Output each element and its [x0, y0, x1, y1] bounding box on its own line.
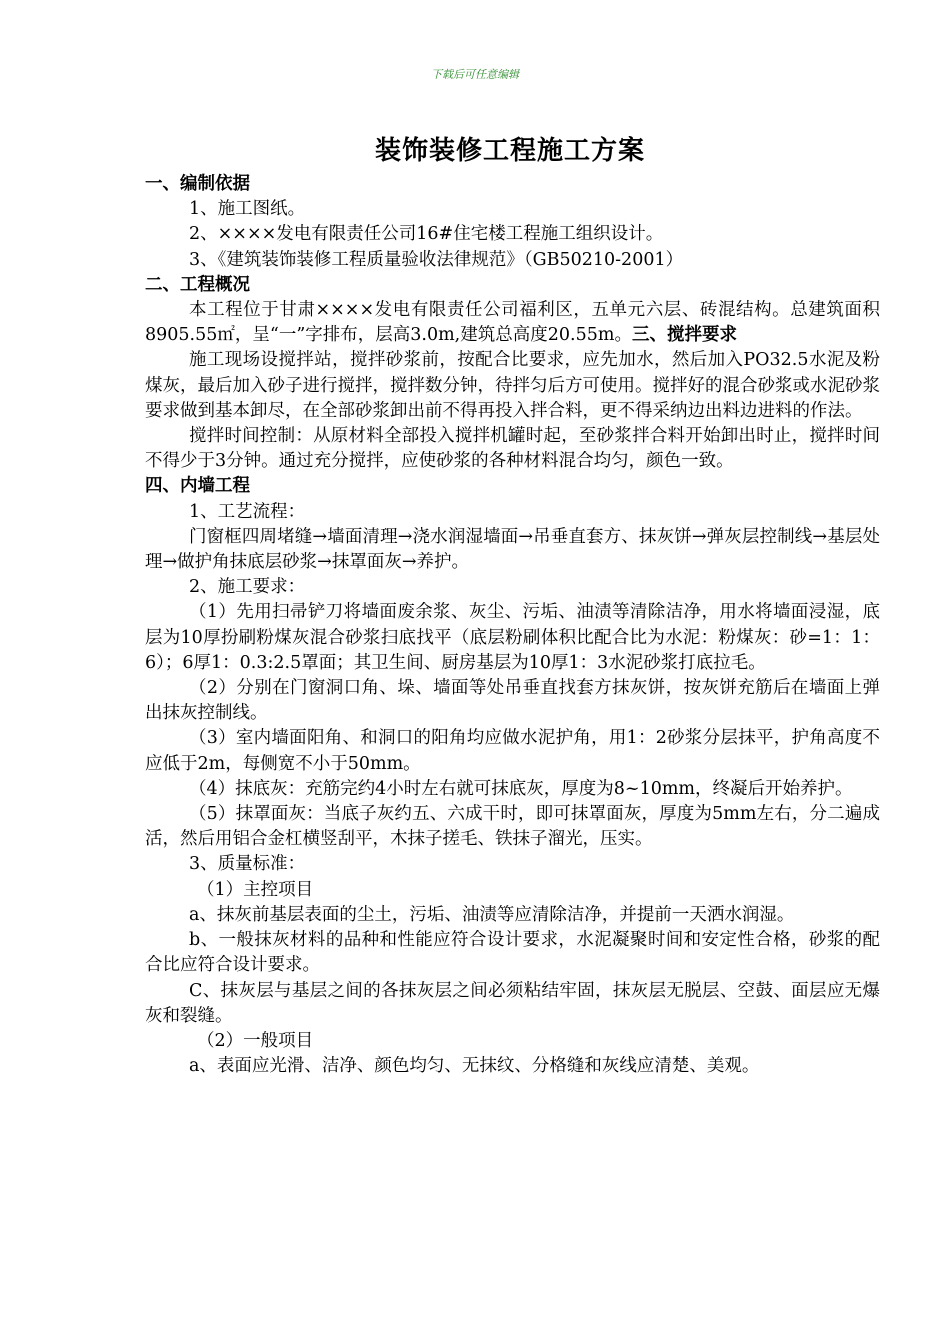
process-flow-label: 1、工艺流程： — [189, 501, 306, 522]
requirement-item: （3）室内墙面阳角、和洞口的阳角均应做水泥护角，用1：2砂浆分层抹平，护角高度不应低于2m，每侧宽不小于50mm。 — [145, 728, 880, 774]
main-control-item: a、抹灰前基层表面的尘土，污垢、油渍等应清除洁净，并提前一天洒水润湿。 — [189, 904, 795, 925]
basis-item: 2、××××发电有限责任公司16#住宅楼工程施工组织设计。 — [189, 224, 664, 245]
process-flow-text: 门窗框四周堵缝→墙面清理→浇水润湿墙面→吊垂直套方、抹灰饼→弹灰层控制线→基层处理→做护角抹底层砂浆→抹罩面灰→养护。 — [145, 526, 880, 573]
section-heading-overview: 二、工程概况 — [145, 274, 250, 295]
main-control-item: C、抹灰层与基层之间的各抹灰层之间必须粘结牢固，抹灰层无脱层、空鼓、面层应无爆灰和裂缝。 — [145, 980, 880, 1026]
main-control-label: （1）主控项目 — [197, 879, 314, 900]
requirement-item: （5）抹罩面灰：当底子灰约五、六成干时，即可抹罩面灰，厚度为5mm左右，分二遍成活，然后用铝合金杠横竖刮平，木抹子搓毛、铁抹子溜光，压实。 — [145, 804, 880, 850]
mixing-paragraph: 施工现场设搅拌站，搅拌砂浆前，按配合比要求，应先加水，然后加入PO32.5水泥及粉煤灰，最后加入砂子进行搅拌，搅拌数分钟，待拌匀后方可使用。搅拌好的混合砂浆或水泥砂浆要求做到基本卸尽，在全部砂浆卸出前不得再投入拌合料，更不得采纳边出料边进料的作法。 — [145, 350, 880, 421]
section-heading-mixing: 三、搅拌要求 — [631, 325, 737, 346]
section-heading-basis: 一、编制依据 — [145, 174, 250, 194]
general-item: a、表面应光滑、洁净、颜色均匀、无抹纹、分格缝和灰线应清楚、美观。 — [189, 1056, 760, 1077]
section-heading-interior-wall: 四、内墙工程 — [145, 476, 250, 497]
document-body — [145, 172, 880, 1079]
requirement-item: （1）先用扫帚铲刀将墙面废余浆、灰尘、污垢、油渍等清除洁净，用水将墙面浸湿，底层为10厚扮刷粉煤灰混合砂浆扫底找平（底层粉刷体积比配合比为水泥：粉煤灰：砂=1：1：6）；6厚1：0.3:2.5罩面；其卫生间、厨房基层为10厚1：3水泥砂浆打底拉毛。 — [145, 602, 880, 673]
basis-item: 3、《建筑装饰装修工程质量验收法律规范》（GB50210-2001） — [189, 249, 684, 270]
document-title: 装饰装修工程施工方案 — [374, 136, 645, 166]
requirement-item: （4）抹底灰：充筋完约4小时左右就可抹底灰，厚度为8~10mm，终凝后开始养护。 — [189, 778, 853, 799]
general-items-label: （2）一般项目 — [197, 1030, 314, 1051]
watermark-text: 下载后可任意编辑 — [431, 68, 519, 81]
overview-paragraph — [145, 298, 880, 348]
quality-standard-label: 3、质量标准： — [189, 854, 306, 875]
overview-text: 本工程位于甘肃××××发电有限责任公司福利区，五单元六层、砖混结构。总建筑面积8905.55㎡，呈“一”字排布，层高3.0m,建筑总高度20.55m。 — [145, 300, 880, 346]
basis-item: 1、施工图纸。 — [189, 199, 306, 220]
construction-requirements-label: 2、施工要求： — [189, 577, 306, 598]
main-control-item: b、一般抹灰材料的品种和性能应符合设计要求，水泥凝聚时间和安定性合格，砂浆的配合比应符合设计要求。 — [145, 930, 880, 976]
mixing-time-paragraph: 搅拌时间控制：从原材料全部投入搅拌机罐时起，至砂浆拌合料开始卸出时止，搅拌时间不得少于3分钟。通过充分搅拌，应使砂浆的各种材料混合均匀，颜色一致。 — [145, 426, 880, 472]
requirement-item: （2）分别在门窗洞口角、垛、墙面等处吊垂直找套方抹灰饼，按灰饼充筋后在墙面上弹出抹灰控制线。 — [145, 678, 880, 724]
